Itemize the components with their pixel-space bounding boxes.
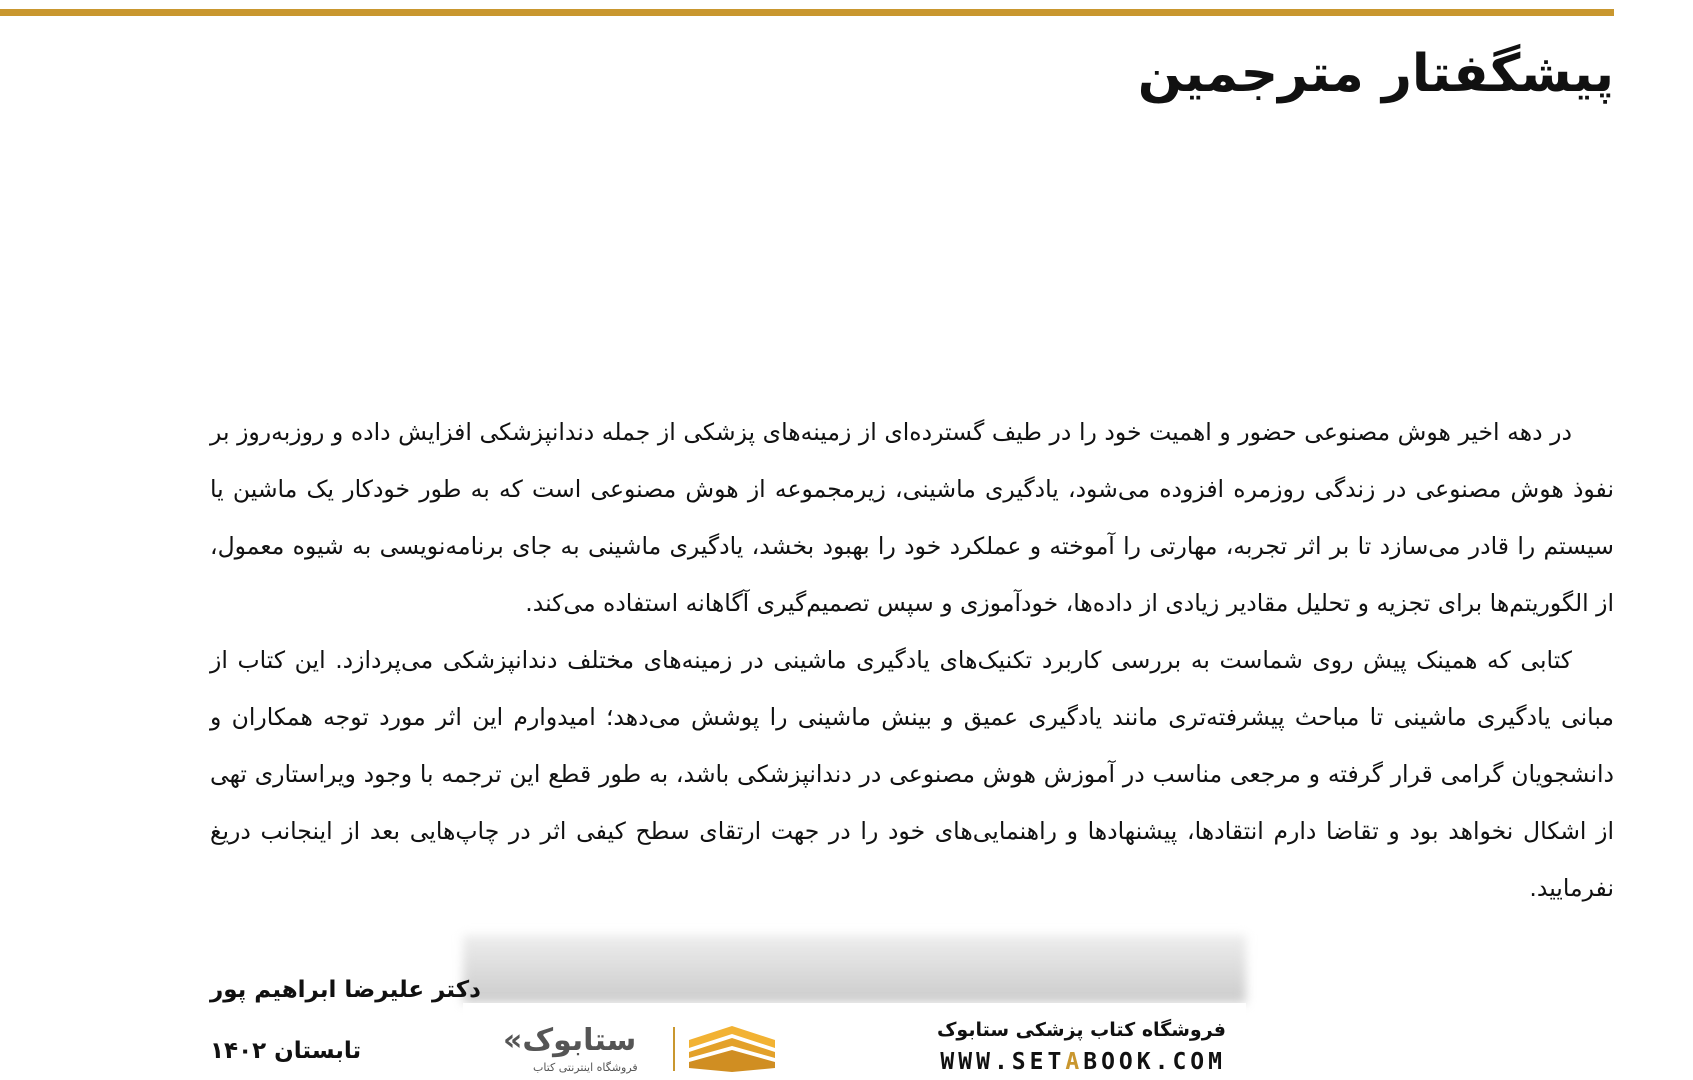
watermark-shadow xyxy=(463,935,1246,1003)
translator-signature xyxy=(210,976,481,1004)
store-watermark-banner xyxy=(463,1003,1246,1080)
store-url-prefix: WWW.SET xyxy=(940,1049,1066,1075)
store-name: فروشگاه کتاب پزشکی ستابوک xyxy=(936,1019,1226,1041)
page-title: پیشگفتار مترجمین xyxy=(1137,44,1614,104)
store-url xyxy=(940,1049,1226,1075)
body-text xyxy=(210,404,1614,917)
store-url-accent: A xyxy=(1065,1049,1084,1075)
store-url-suffix: BOOK.COM xyxy=(1083,1049,1226,1075)
logo-divider xyxy=(673,1027,675,1071)
book-stack-icon xyxy=(687,1024,777,1074)
signature-name: دکتر علیرضا ابراهیم پور xyxy=(210,977,481,1003)
store-logo-wordmark: «ستابوک xyxy=(503,1023,637,1058)
signature-date: تابستان ۱۴۰۲ xyxy=(210,1038,362,1064)
store-logo-subtitle: فروشگاه اینترنتی کتاب xyxy=(533,1061,638,1074)
paragraph-1: در دهه اخیر هوش مصنوعی حضور و اهمیت خود را در طیف گسترده‌ای از زمینه‌های پزشکی از جمله دندانپزشکی افزایش داده و روزبه‌روز بر نفوذ هوش مصنوعی در زندگی روزمره افزوده می‌شود، یادگیری ماشینی، زیرمجموعه از هوش مصنوعی است که به طور خودکار یک ماشین یا سیستم را قادر می‌سازد تا بر اثر تجربه، مهارتی را آموخته و عملکرد خود را بهبود بخشد، یادگیری ماشینی به جای برنامه‌نویسی به شیوه معمول، از الگوریتم‌ها برای تجزیه و تحلیل مقادیر زیادی از داده‌ها، خودآموزی و سپس تصمیم‌گیری آگاهانه استفاده می‌کند. xyxy=(210,418,1614,617)
paragraph-2: کتابی که همینک پیش روی شماست به بررسی کاربرد تکنیک‌های یادگیری ماشینی در زمینه‌های مختلف دندانپزشکی می‌پردازد. این کتاب از مبانی یادگیری ماشینی تا مباحث پیشرفته‌تری مانند یادگیری عمیق و بینش ماشینی را پوشش می‌دهد؛ امیدوارم این اثر مورد توجه همکاران و دانشجویان گرامی قرار گرفته و مرجعی مناسب در آموزش هوش مصنوعی در دندانپزشکی باشد، به طور قطع این ترجمه با وجود ویراستاری تهی از اشکال نخواهد بود و تقاضا دارم انتقادها، پیشنهادها و راهنمایی‌های خود را در جهت ارتقای سطح کیفی اثر در چاپ‌هایی بعد از اینجانب دریغ نفرمایید. xyxy=(210,646,1614,902)
top-accent-rule xyxy=(0,9,1614,16)
